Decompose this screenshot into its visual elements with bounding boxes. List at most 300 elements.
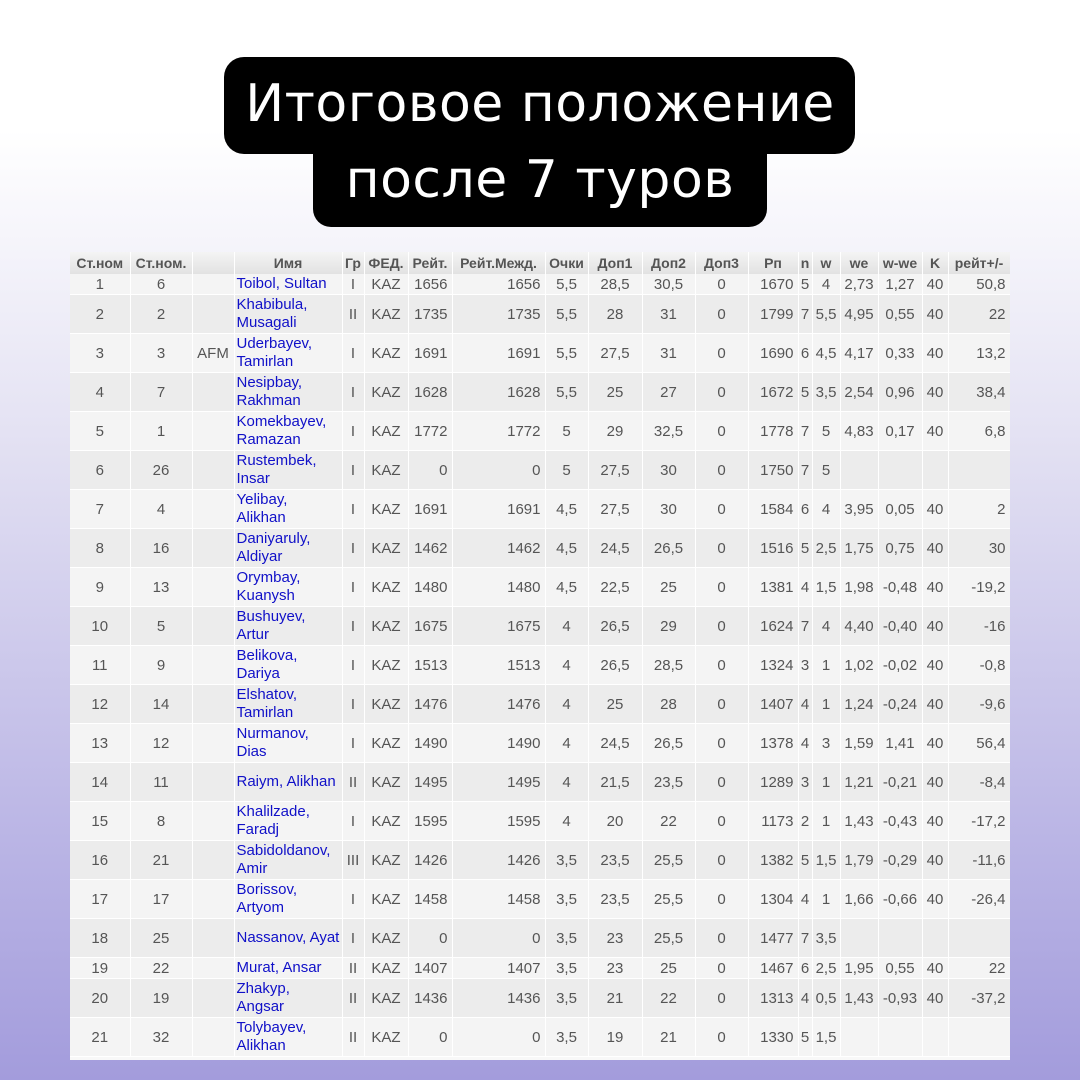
- cell-w: 2,5: [812, 529, 840, 568]
- table-row: [70, 802, 1010, 841]
- cell-rating-change: -19,2: [948, 568, 1010, 607]
- cell-rating: 1595: [408, 802, 452, 841]
- cell-tb1: 23: [588, 919, 642, 958]
- table-row: [70, 490, 1010, 529]
- cell-group: I: [342, 919, 364, 958]
- column-header[interactable]: Рп: [748, 252, 798, 274]
- table-row: [70, 607, 1010, 646]
- cell-n: 7: [798, 451, 812, 490]
- cell-fed: KAZ: [364, 274, 408, 295]
- cell-rating-change: 2: [948, 490, 1010, 529]
- cell-w-we: -0,21: [878, 763, 922, 802]
- cell-we: 1,95: [840, 958, 878, 979]
- cell-we: 1,59: [840, 724, 878, 763]
- cell-start-no: 22: [130, 958, 192, 979]
- cell-rp: 1750: [748, 451, 798, 490]
- cell-tb3: 0: [695, 334, 748, 373]
- column-header[interactable]: рейт+/-: [948, 252, 1010, 274]
- cell-name[interactable]: Nesipbay, Rakhman: [234, 373, 342, 412]
- table-body: [70, 274, 1010, 1057]
- cell-n: 3: [798, 763, 812, 802]
- cell-rating: 1772: [408, 412, 452, 451]
- column-header[interactable]: Очки: [545, 252, 588, 274]
- cell-tb2: 22: [642, 979, 695, 1018]
- column-header[interactable]: Доп2: [642, 252, 695, 274]
- cell-tb3: 0: [695, 373, 748, 412]
- cell-tb1: 25: [588, 373, 642, 412]
- cell-tb2: 25,5: [642, 841, 695, 880]
- cell-start-no: 25: [130, 919, 192, 958]
- cell-k: 40: [922, 373, 948, 412]
- cell-group: I: [342, 334, 364, 373]
- cell-rank: 18: [70, 919, 130, 958]
- cell-rp: 1313: [748, 979, 798, 1018]
- cell-w-we: 1,27: [878, 274, 922, 295]
- cell-rp: 1670: [748, 274, 798, 295]
- cell-rank: 15: [70, 802, 130, 841]
- column-header[interactable]: K: [922, 252, 948, 274]
- cell-start-no: 5: [130, 607, 192, 646]
- table-row: [70, 1018, 1010, 1057]
- column-header[interactable]: Ст.ном: [70, 252, 130, 274]
- cell-w: 5: [812, 451, 840, 490]
- cell-points: 5,5: [545, 295, 588, 334]
- cell-rating-change: 30: [948, 529, 1010, 568]
- table-row: [70, 334, 1010, 373]
- cell-w: 4,5: [812, 334, 840, 373]
- cell-rating-change: -8,4: [948, 763, 1010, 802]
- cell-start-no: 12: [130, 724, 192, 763]
- cell-we: 3,95: [840, 490, 878, 529]
- cell-w-we: [878, 451, 922, 490]
- cell-points: 5: [545, 451, 588, 490]
- cell-rp: 1324: [748, 646, 798, 685]
- cell-tb2: 31: [642, 295, 695, 334]
- cell-start-no: 3: [130, 334, 192, 373]
- cell-rating-intl: 1691: [452, 334, 545, 373]
- cell-w: 1,5: [812, 568, 840, 607]
- cell-n: 6: [798, 334, 812, 373]
- cell-k: [922, 919, 948, 958]
- cell-name[interactable]: Tolybayev, Alikhan: [234, 1018, 342, 1057]
- column-header[interactable]: Гр: [342, 252, 364, 274]
- cell-rating-intl: 1691: [452, 490, 545, 529]
- cell-n: 2: [798, 802, 812, 841]
- cell-tb1: 23: [588, 958, 642, 979]
- cell-points: 4: [545, 802, 588, 841]
- table-row: [70, 274, 1010, 295]
- cell-start-no: 8: [130, 802, 192, 841]
- column-header[interactable]: Имя: [234, 252, 342, 274]
- cell-rank: 5: [70, 412, 130, 451]
- cell-n: 5: [798, 1018, 812, 1057]
- cell-n: 5: [798, 373, 812, 412]
- cell-group: I: [342, 274, 364, 295]
- cell-n: 6: [798, 490, 812, 529]
- cell-name[interactable]: Daniyaruly, Aldiyar: [234, 529, 342, 568]
- cell-n: 4: [798, 685, 812, 724]
- cell-w-we: -0,02: [878, 646, 922, 685]
- cell-fed: KAZ: [364, 919, 408, 958]
- cell-start-no: 17: [130, 880, 192, 919]
- cell-n: 4: [798, 979, 812, 1018]
- cell-tb1: 21,5: [588, 763, 642, 802]
- cell-w: 0,5: [812, 979, 840, 1018]
- cell-group: I: [342, 607, 364, 646]
- cell-fed: KAZ: [364, 1018, 408, 1057]
- cell-w: 3,5: [812, 919, 840, 958]
- cell-rank: 21: [70, 1018, 130, 1057]
- cell-rating-change: -9,6: [948, 685, 1010, 724]
- cell-rating-intl: 1490: [452, 724, 545, 763]
- cell-start-no: 9: [130, 646, 192, 685]
- cell-tb3: 0: [695, 568, 748, 607]
- cell-group: II: [342, 958, 364, 979]
- cell-tb3: 0: [695, 295, 748, 334]
- cell-w-we: 0,96: [878, 373, 922, 412]
- cell-rating-change: 56,4: [948, 724, 1010, 763]
- cell-rating: 1656: [408, 274, 452, 295]
- cell-group: II: [342, 979, 364, 1018]
- cell-fed: KAZ: [364, 646, 408, 685]
- cell-k: 40: [922, 685, 948, 724]
- cell-start-no: 2: [130, 295, 192, 334]
- cell-rp: 1330: [748, 1018, 798, 1057]
- cell-w-we: -0,48: [878, 568, 922, 607]
- cell-title: [192, 880, 234, 919]
- cell-we: 1,43: [840, 802, 878, 841]
- cell-tb3: 0: [695, 724, 748, 763]
- cell-rank: 4: [70, 373, 130, 412]
- cell-we: 4,83: [840, 412, 878, 451]
- cell-we: [840, 919, 878, 958]
- cell-start-no: 6: [130, 274, 192, 295]
- cell-tb2: 31: [642, 334, 695, 373]
- cell-rank: 8: [70, 529, 130, 568]
- cell-points: 4,5: [545, 568, 588, 607]
- cell-w-we: 0,75: [878, 529, 922, 568]
- cell-start-no: 11: [130, 763, 192, 802]
- cell-rank: 20: [70, 979, 130, 1018]
- cell-rank: 11: [70, 646, 130, 685]
- cell-k: 40: [922, 646, 948, 685]
- cell-rp: 1289: [748, 763, 798, 802]
- cell-tb2: 25: [642, 568, 695, 607]
- cell-fed: KAZ: [364, 373, 408, 412]
- cell-tb2: 30: [642, 490, 695, 529]
- cell-name[interactable]: Murat, Ansar: [234, 958, 342, 979]
- table-row: [70, 958, 1010, 979]
- cell-fed: KAZ: [364, 295, 408, 334]
- cell-group: I: [342, 412, 364, 451]
- cell-name[interactable]: Khalilzade, Faradj: [234, 802, 342, 841]
- cell-group: I: [342, 646, 364, 685]
- cell-name[interactable]: Uderbayev, Tamirlan: [234, 334, 342, 373]
- cell-rp: 1382: [748, 841, 798, 880]
- cell-start-no: 19: [130, 979, 192, 1018]
- cell-name[interactable]: Raiym, Alikhan: [234, 763, 342, 802]
- cell-fed: KAZ: [364, 607, 408, 646]
- cell-group: I: [342, 685, 364, 724]
- cell-points: 3,5: [545, 841, 588, 880]
- cell-group: I: [342, 529, 364, 568]
- cell-rp: 1407: [748, 685, 798, 724]
- cell-rp: 1173: [748, 802, 798, 841]
- cell-rating-change: -11,6: [948, 841, 1010, 880]
- cell-rp: 1477: [748, 919, 798, 958]
- cell-name[interactable]: Khabibula, Musagali: [234, 295, 342, 334]
- cell-rp: 1624: [748, 607, 798, 646]
- cell-rating-change: 50,8: [948, 274, 1010, 295]
- cell-title: [192, 763, 234, 802]
- cell-group: III: [342, 841, 364, 880]
- cell-start-no: 32: [130, 1018, 192, 1057]
- cell-k: 40: [922, 295, 948, 334]
- column-header[interactable]: [192, 252, 234, 274]
- cell-tb3: 0: [695, 802, 748, 841]
- cell-rp: 1672: [748, 373, 798, 412]
- cell-tb1: 28: [588, 295, 642, 334]
- cell-title: [192, 412, 234, 451]
- cell-fed: KAZ: [364, 724, 408, 763]
- cell-rating: 1458: [408, 880, 452, 919]
- column-header[interactable]: Доп1: [588, 252, 642, 274]
- column-header[interactable]: Рейт.: [408, 252, 452, 274]
- table-row: [70, 685, 1010, 724]
- cell-rp: 1467: [748, 958, 798, 979]
- cell-points: 3,5: [545, 919, 588, 958]
- cell-name[interactable]: Sabidoldanov, Amir: [234, 841, 342, 880]
- cell-n: 6: [798, 958, 812, 979]
- cell-title: [192, 1018, 234, 1057]
- cell-tb2: 30,5: [642, 274, 695, 295]
- cell-tb2: 23,5: [642, 763, 695, 802]
- cell-w: 1: [812, 802, 840, 841]
- cell-w-we: 0,55: [878, 295, 922, 334]
- cell-k: 40: [922, 802, 948, 841]
- cell-points: 3,5: [545, 958, 588, 979]
- cell-k: 40: [922, 979, 948, 1018]
- cell-rank: 19: [70, 958, 130, 979]
- column-header[interactable]: w-we: [878, 252, 922, 274]
- cell-name[interactable]: Orymbay, Kuanysh: [234, 568, 342, 607]
- cell-rank: 7: [70, 490, 130, 529]
- cell-n: 7: [798, 412, 812, 451]
- cell-n: 4: [798, 724, 812, 763]
- cell-w: 4: [812, 607, 840, 646]
- cell-rank: 13: [70, 724, 130, 763]
- cell-fed: KAZ: [364, 412, 408, 451]
- cell-name[interactable]: Nassanov, Ayat: [234, 919, 342, 958]
- cell-tb1: 19: [588, 1018, 642, 1057]
- cell-rating-intl: 1628: [452, 373, 545, 412]
- cell-rating-intl: 1513: [452, 646, 545, 685]
- cell-w: 1: [812, 685, 840, 724]
- cell-start-no: 26: [130, 451, 192, 490]
- cell-tb2: 21: [642, 1018, 695, 1057]
- cell-we: 4,17: [840, 334, 878, 373]
- cell-points: 5,5: [545, 334, 588, 373]
- cell-tb1: 23,5: [588, 880, 642, 919]
- table-row: [70, 451, 1010, 490]
- cell-rating: 1476: [408, 685, 452, 724]
- cell-k: 40: [922, 412, 948, 451]
- cell-title: [192, 607, 234, 646]
- column-header[interactable]: we: [840, 252, 878, 274]
- cell-we: 4,95: [840, 295, 878, 334]
- cell-w-we: -0,40: [878, 607, 922, 646]
- cell-n: 4: [798, 568, 812, 607]
- cell-group: I: [342, 373, 364, 412]
- title-line-1: Итоговое положение: [245, 74, 835, 134]
- cell-tb3: 0: [695, 490, 748, 529]
- cell-fed: KAZ: [364, 568, 408, 607]
- cell-points: 3,5: [545, 979, 588, 1018]
- cell-rating-intl: 1675: [452, 607, 545, 646]
- cell-name[interactable]: Nurmanov, Dias: [234, 724, 342, 763]
- cell-tb2: 26,5: [642, 529, 695, 568]
- cell-n: 5: [798, 841, 812, 880]
- cell-start-no: 16: [130, 529, 192, 568]
- cell-rank: 9: [70, 568, 130, 607]
- cell-group: I: [342, 490, 364, 529]
- cell-w: 3: [812, 724, 840, 763]
- cell-rank: 6: [70, 451, 130, 490]
- cell-tb3: 0: [695, 1018, 748, 1057]
- cell-tb2: 26,5: [642, 724, 695, 763]
- cell-k: 40: [922, 880, 948, 919]
- cell-fed: KAZ: [364, 334, 408, 373]
- cell-tb3: 0: [695, 451, 748, 490]
- cell-title: [192, 373, 234, 412]
- cell-k: 40: [922, 490, 948, 529]
- table-row: [70, 646, 1010, 685]
- cell-rank: 10: [70, 607, 130, 646]
- cell-w-we: 0,55: [878, 958, 922, 979]
- cell-fed: KAZ: [364, 958, 408, 979]
- column-header[interactable]: Рейт.Межд.: [452, 252, 545, 274]
- cell-name[interactable]: Belikova, Dariya: [234, 646, 342, 685]
- cell-name[interactable]: Yelibay, Alikhan: [234, 490, 342, 529]
- cell-rating: 1407: [408, 958, 452, 979]
- cell-fed: KAZ: [364, 802, 408, 841]
- cell-fed: KAZ: [364, 763, 408, 802]
- cell-tb1: 23,5: [588, 841, 642, 880]
- cell-name[interactable]: Elshatov, Tamirlan: [234, 685, 342, 724]
- cell-tb2: 27: [642, 373, 695, 412]
- column-header[interactable]: w: [812, 252, 840, 274]
- cell-rating-intl: 1436: [452, 979, 545, 1018]
- cell-title: [192, 529, 234, 568]
- cell-rating-change: -26,4: [948, 880, 1010, 919]
- cell-rating-intl: 1495: [452, 763, 545, 802]
- cell-w: 5: [812, 412, 840, 451]
- column-header[interactable]: n: [798, 252, 812, 274]
- table-row: [70, 919, 1010, 958]
- cell-title: [192, 451, 234, 490]
- cell-start-no: 21: [130, 841, 192, 880]
- cell-k: 40: [922, 763, 948, 802]
- cell-w-we: -0,24: [878, 685, 922, 724]
- cell-tb2: 25: [642, 958, 695, 979]
- cell-group: I: [342, 802, 364, 841]
- cell-rank: 16: [70, 841, 130, 880]
- cell-w-we: 0,05: [878, 490, 922, 529]
- cell-tb2: 25,5: [642, 919, 695, 958]
- cell-rating-intl: 1656: [452, 274, 545, 295]
- cell-rating-intl: 1407: [452, 958, 545, 979]
- table-row: [70, 763, 1010, 802]
- cell-w-we: -0,66: [878, 880, 922, 919]
- cell-rating: 1735: [408, 295, 452, 334]
- cell-rating-change: [948, 451, 1010, 490]
- cell-rating-change: 22: [948, 958, 1010, 979]
- cell-we: 1,21: [840, 763, 878, 802]
- cell-points: 3,5: [545, 880, 588, 919]
- cell-tb3: 0: [695, 646, 748, 685]
- cell-name[interactable]: Toibol, Sultan: [234, 274, 342, 295]
- column-header[interactable]: Доп3: [695, 252, 748, 274]
- cell-rating-intl: 1480: [452, 568, 545, 607]
- cell-rp: 1378: [748, 724, 798, 763]
- table-row: [70, 979, 1010, 1018]
- cell-tb1: 22,5: [588, 568, 642, 607]
- cell-tb2: 28: [642, 685, 695, 724]
- cell-we: [840, 1018, 878, 1057]
- standings-table: [70, 252, 1010, 1057]
- column-header[interactable]: ФЕД.: [364, 252, 408, 274]
- cell-we: 2,54: [840, 373, 878, 412]
- cell-n: 5: [798, 529, 812, 568]
- cell-name[interactable]: Borissov, Artyom: [234, 880, 342, 919]
- cell-w-we: -0,93: [878, 979, 922, 1018]
- cell-name[interactable]: Bushuyev, Artur: [234, 607, 342, 646]
- cell-n: 5: [798, 274, 812, 295]
- cell-k: [922, 1018, 948, 1057]
- cell-w: 1: [812, 763, 840, 802]
- cell-rank: 14: [70, 763, 130, 802]
- cell-rating: 0: [408, 919, 452, 958]
- cell-rating-change: [948, 1018, 1010, 1057]
- cell-group: I: [342, 880, 364, 919]
- cell-rating: 1495: [408, 763, 452, 802]
- cell-title: [192, 295, 234, 334]
- cell-n: 3: [798, 646, 812, 685]
- cell-we: 4,40: [840, 607, 878, 646]
- title-line-2: после 7 туров: [345, 150, 735, 210]
- cell-rank: 17: [70, 880, 130, 919]
- cell-rp: 1778: [748, 412, 798, 451]
- cell-title: [192, 841, 234, 880]
- cell-title: [192, 802, 234, 841]
- cell-n: 7: [798, 607, 812, 646]
- column-header[interactable]: Ст.ном.: [130, 252, 192, 274]
- cell-w-we: -0,29: [878, 841, 922, 880]
- table-row: [70, 724, 1010, 763]
- cell-w: 4: [812, 490, 840, 529]
- cell-rating-intl: 1476: [452, 685, 545, 724]
- cell-title: [192, 979, 234, 1018]
- cell-w-we: [878, 919, 922, 958]
- cell-name[interactable]: Komekbayev, Ramazan: [234, 412, 342, 451]
- cell-title: [192, 646, 234, 685]
- cell-start-no: 4: [130, 490, 192, 529]
- cell-w-we: 0,33: [878, 334, 922, 373]
- cell-rating-change: 22: [948, 295, 1010, 334]
- cell-name[interactable]: Rustembek, Insar: [234, 451, 342, 490]
- cell-name[interactable]: Zhakyp, Angsar: [234, 979, 342, 1018]
- cell-rank: 2: [70, 295, 130, 334]
